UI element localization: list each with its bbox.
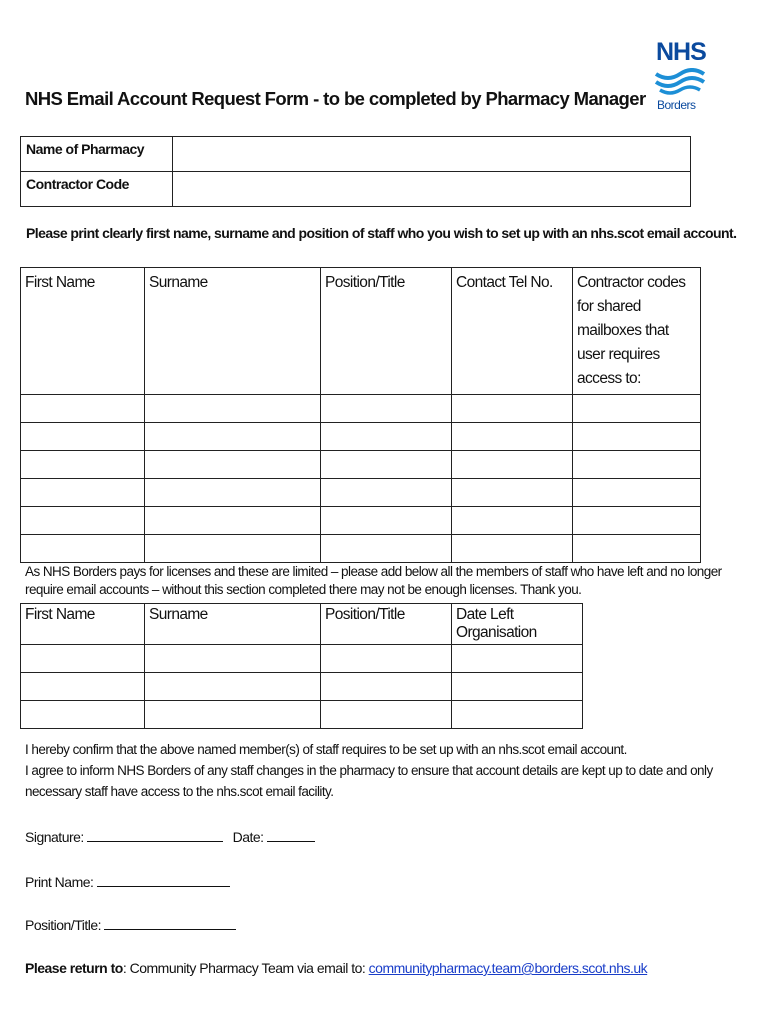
pharmacy-name-label: Name of Pharmacy bbox=[21, 137, 173, 172]
return-instructions bbox=[25, 960, 647, 976]
table-row bbox=[21, 479, 701, 507]
print-name-row bbox=[25, 873, 230, 890]
logo-nhs-text: NHS bbox=[656, 38, 706, 66]
table-cell[interactable] bbox=[321, 507, 452, 535]
table-row bbox=[21, 137, 691, 172]
table-cell[interactable] bbox=[21, 673, 145, 701]
table-cell[interactable] bbox=[21, 423, 145, 451]
table-cell[interactable] bbox=[452, 535, 573, 563]
table-cell[interactable] bbox=[452, 423, 573, 451]
table-row bbox=[21, 172, 691, 207]
table-cell[interactable] bbox=[145, 645, 321, 673]
table-cell[interactable] bbox=[321, 645, 452, 673]
table-cell[interactable] bbox=[452, 645, 583, 673]
contractor-code-field[interactable] bbox=[173, 172, 691, 207]
column-header: First Name bbox=[21, 604, 145, 645]
table-cell[interactable] bbox=[321, 479, 452, 507]
date-label: Date: bbox=[232, 829, 264, 845]
table-cell[interactable] bbox=[321, 535, 452, 563]
table-cell[interactable] bbox=[145, 673, 321, 701]
signature-label: Signature: bbox=[25, 829, 84, 845]
print-name-label: Print Name: bbox=[25, 874, 94, 890]
position-row bbox=[25, 916, 236, 933]
table-cell[interactable] bbox=[452, 395, 573, 423]
table-cell[interactable] bbox=[21, 451, 145, 479]
table-cell[interactable] bbox=[145, 423, 321, 451]
table-cell[interactable] bbox=[321, 423, 452, 451]
table-cell[interactable] bbox=[21, 645, 145, 673]
table-cell[interactable] bbox=[21, 535, 145, 563]
table-header-row bbox=[21, 604, 583, 645]
column-header: Date Left Organisation bbox=[452, 604, 583, 645]
column-header: First Name bbox=[21, 268, 145, 395]
nhs-borders-logo bbox=[646, 38, 712, 114]
date-field[interactable] bbox=[267, 828, 315, 842]
contractor-code-label: Contractor Code bbox=[21, 172, 173, 207]
position-field[interactable] bbox=[104, 916, 236, 930]
table-cell[interactable] bbox=[145, 479, 321, 507]
column-header: Position/Title bbox=[321, 604, 452, 645]
table-cell[interactable] bbox=[452, 451, 573, 479]
return-text: : Community Pharmacy Team via email to: bbox=[122, 960, 369, 976]
confirmation-line-1: I hereby confirm that the above named member(s) of staff requires to be set up with an nhs.scot email account. bbox=[25, 742, 627, 757]
table-row bbox=[21, 451, 701, 479]
table-row bbox=[21, 395, 701, 423]
table-cell[interactable] bbox=[21, 701, 145, 729]
table-row bbox=[21, 701, 583, 729]
table-cell[interactable] bbox=[452, 701, 583, 729]
table-cell[interactable] bbox=[573, 423, 701, 451]
pharmacy-details-table bbox=[20, 136, 691, 207]
table-cell[interactable] bbox=[321, 451, 452, 479]
table-cell[interactable] bbox=[145, 451, 321, 479]
table-cell[interactable] bbox=[21, 395, 145, 423]
table-row bbox=[21, 673, 583, 701]
table-cell[interactable] bbox=[573, 395, 701, 423]
table-cell[interactable] bbox=[573, 451, 701, 479]
column-header: Contact Tel No. bbox=[452, 268, 573, 395]
signature-field[interactable] bbox=[87, 828, 223, 842]
table-cell[interactable] bbox=[452, 673, 583, 701]
page-title: NHS Email Account Request Form - to be completed by Pharmacy Manager bbox=[25, 88, 646, 109]
column-header: Position/Title bbox=[321, 268, 452, 395]
column-header: Surname bbox=[145, 268, 321, 395]
column-header: Surname bbox=[145, 604, 321, 645]
table-cell[interactable] bbox=[452, 479, 573, 507]
return-label: Please return to bbox=[25, 960, 123, 976]
table-cell[interactable] bbox=[573, 507, 701, 535]
table-cell[interactable] bbox=[321, 395, 452, 423]
table-cell[interactable] bbox=[321, 673, 452, 701]
table-cell[interactable] bbox=[21, 507, 145, 535]
table-row bbox=[21, 645, 583, 673]
confirmation-text bbox=[25, 739, 755, 802]
logo-wave-icon bbox=[654, 68, 706, 98]
table-cell[interactable] bbox=[321, 701, 452, 729]
table-cell[interactable] bbox=[145, 535, 321, 563]
table-cell[interactable] bbox=[21, 479, 145, 507]
return-email-link[interactable]: communitypharmacy.team@borders.scot.nhs.uk bbox=[368, 960, 648, 976]
instructions-text: Please print clearly first name, surname and position of staff who you wish to set up with an nhs.scot email account. bbox=[26, 225, 737, 241]
position-label: Position/Title: bbox=[25, 917, 102, 933]
table-cell[interactable] bbox=[573, 479, 701, 507]
table-row bbox=[21, 535, 701, 563]
table-row bbox=[21, 423, 701, 451]
table-cell[interactable] bbox=[145, 701, 321, 729]
table-cell[interactable] bbox=[573, 535, 701, 563]
leavers-note: As NHS Borders pays for licenses and these are limited – please add below all the members of staff who have left and no longer require email accounts – without this section completed there may not be enough licenses. Thank you. bbox=[25, 564, 722, 597]
table-row bbox=[21, 507, 701, 535]
logo-borders-text: Borders bbox=[657, 98, 696, 112]
pharmacy-name-field[interactable] bbox=[173, 137, 691, 172]
table-header-row bbox=[21, 268, 701, 395]
table-cell[interactable] bbox=[145, 507, 321, 535]
table-cell[interactable] bbox=[452, 507, 573, 535]
print-name-field[interactable] bbox=[97, 873, 230, 887]
new-staff-table bbox=[20, 267, 701, 563]
leavers-table bbox=[20, 603, 583, 729]
signature-row bbox=[25, 828, 315, 845]
column-header: Contractor codes for shared mailboxes that user requires access to: bbox=[573, 268, 701, 395]
table-cell[interactable] bbox=[145, 395, 321, 423]
confirmation-line-2: I agree to inform NHS Borders of any staff changes in the pharmacy to ensure that account details are kept up to date and only necessary staff have access to the nhs.scot email facility. bbox=[25, 763, 713, 799]
